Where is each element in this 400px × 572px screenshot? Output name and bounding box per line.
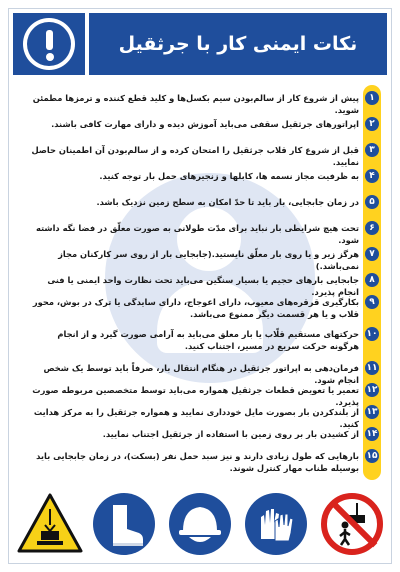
rule-text: از بلند‌کردن بار بصورت مایل خودداری نمایید و همواره جرثقیل را به مرکز هدایت کنید. bbox=[33, 407, 359, 429]
rule-text: تحت هیچ شرایطی بار نباید برای مدّت طولانی به صورت معلّق در فضا نگه داشته شود. bbox=[36, 223, 359, 245]
rule-text: بکارگیری قرقره‌های معیوب، دارای اعوجاج، دارای سایدگی یا ترک در بوش، محور قلاب و یا هر قسمت دیگر ممنوع می‌باشد. bbox=[32, 297, 359, 319]
rule-item bbox=[31, 327, 379, 352]
rule-text: فرمان‌دهی به اپراتور جرثقیل در هنگام انتقال بار، صرفاً باید توسط یک شخص انجام شود. bbox=[43, 363, 359, 385]
rule-text: هرگز زیر و یا روی بار معلّق نایستید.(جابجایی بار از روی سر کارکنان مجاز نمی‌باشد.) bbox=[58, 249, 359, 271]
rule-number: ۱۱ bbox=[366, 363, 378, 373]
rule-number: ۴ bbox=[365, 169, 379, 183]
rule-text: در زمان جابجایی، بار باید تا حدّ امکان به سطح زمین نزدیک باشد. bbox=[96, 197, 359, 207]
page-title: نکات ایمنی کار با جرثقیل bbox=[118, 33, 358, 55]
rule-number: ۲ bbox=[365, 117, 379, 131]
title-banner bbox=[89, 13, 387, 75]
rule-text: حرکتهای مستقیم قلّاب یا بار معلق می‌باید به آرامی صورت گیرد و از انجام هرگونه حرکت سریع در مسیر، اجتناب کنید. bbox=[57, 329, 359, 351]
mandatory-exclamation-icon bbox=[27, 22, 71, 66]
rule-item bbox=[31, 449, 379, 474]
rules-panel bbox=[13, 81, 387, 484]
rule-number: ۱ bbox=[365, 91, 379, 105]
rule-number: ۱۵ bbox=[366, 451, 378, 461]
rule-number: ۱۳ bbox=[366, 407, 378, 417]
mandatory-sign-box bbox=[13, 13, 85, 75]
rule-item bbox=[31, 221, 379, 246]
rule-number: ۷ bbox=[365, 247, 379, 261]
safety-sign bbox=[8, 8, 392, 564]
rule-number: ۹ bbox=[365, 295, 379, 309]
safety-icons-row bbox=[13, 489, 387, 559]
rule-item bbox=[31, 117, 379, 131]
rule-item bbox=[31, 169, 379, 183]
rule-number: ۳ bbox=[365, 143, 379, 157]
safety-gloves-icon bbox=[245, 493, 307, 555]
rule-text: تعمیر یا تعویض قطعات جرثقیل همواره می‌باید توسط متخصصین مربوطه صورت پذیرد. bbox=[32, 385, 359, 407]
no-standing-under-load-icon bbox=[321, 493, 383, 555]
rule-number: ۱۴ bbox=[366, 429, 378, 439]
rule-item bbox=[31, 295, 379, 320]
rule-text: اپراتورهای جرثقیل سقفی می‌باید آموزش دیده و دارای مهارت کافی باشند. bbox=[51, 119, 359, 129]
rule-number: ۱۲ bbox=[366, 385, 378, 395]
rule-number: ۶ bbox=[365, 221, 379, 235]
rule-item bbox=[31, 143, 379, 168]
rule-text: قبل از شروع کار قلاب جرثقیل را امتحان کرده و از سالم‌بودن آن اطمینان حاصل نمایید. bbox=[31, 145, 359, 167]
rule-text: به ظرفیت مجاز نسمه ها، کابلها و زنجیرهای حمل بار توجه کنید. bbox=[99, 171, 359, 181]
hard-hat-icon bbox=[169, 493, 231, 555]
rule-number: ۱۰ bbox=[366, 329, 378, 339]
rule-text: بارهایی که طول زیادی دارند و نیز سبد حمل نفر (بسکت)، در زمان جابجایی باید بوسیله طناب مهار کنترل شوند. bbox=[36, 451, 359, 473]
rule-item bbox=[31, 247, 379, 272]
rule-number: ۸ bbox=[365, 273, 379, 287]
rule-number: ۵ bbox=[365, 195, 379, 209]
rule-text: از کشیدن بار بر روی زمین با استفاده از جرثقیل اجتناب نمایید. bbox=[102, 429, 359, 439]
rule-text: پیش از شروع کار از سالم‌بودن سیم بکسل‌ها و کلید قطع کننده و ترمزها مطمئن شوید. bbox=[32, 93, 359, 115]
rule-item bbox=[31, 195, 379, 209]
suspended-load-warning-icon bbox=[17, 493, 79, 555]
rule-item bbox=[31, 91, 379, 116]
sign-header bbox=[13, 13, 387, 75]
safety-boots-icon bbox=[93, 493, 155, 555]
rule-text: جابجایی بارهای حجیم یا بسیار سنگین می‌باید تحت نظارت واحد ایمنی یا فنی انجام پذیرد. bbox=[47, 275, 359, 297]
